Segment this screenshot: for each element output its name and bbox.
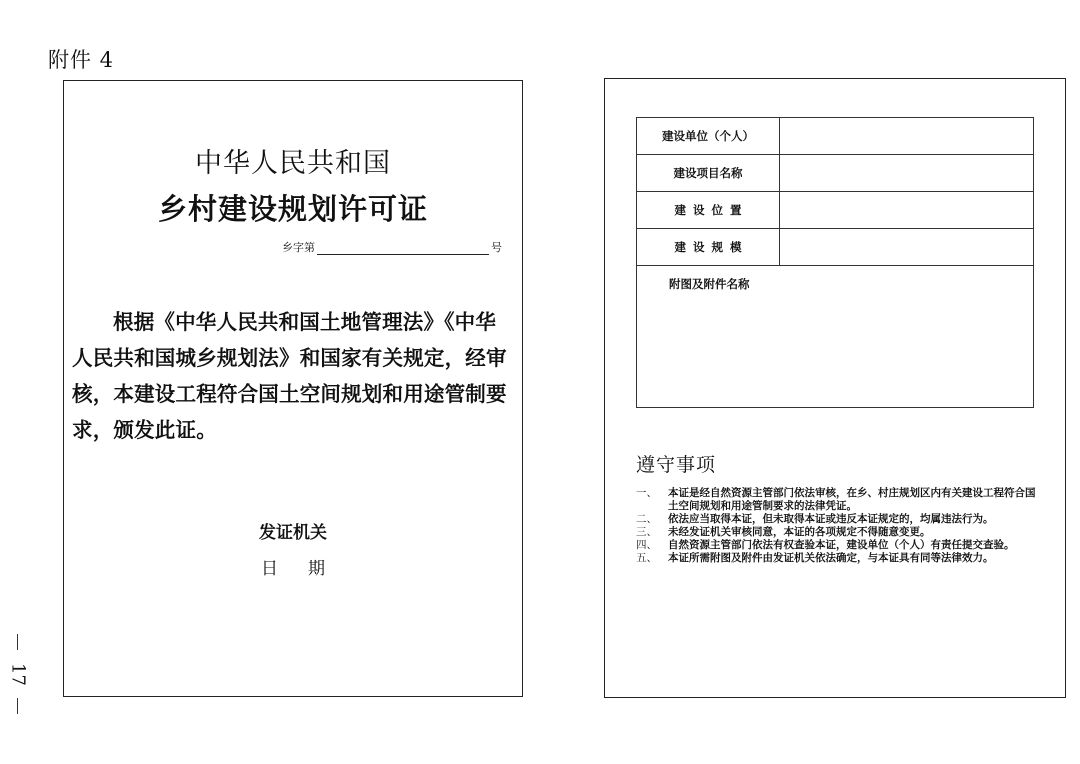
notice-text: 本证所需附图及附件由发证机关依法确定，与本证具有同等法律效力。: [668, 552, 994, 564]
certificate-title: 乡村建设规划许可证: [157, 192, 428, 226]
notice-number: 四、: [636, 539, 657, 551]
page-number-divider-bottom: [17, 698, 18, 714]
notice-number: 一、: [636, 487, 657, 499]
project-info-table: [636, 117, 1034, 408]
notice-text: 未经发证机关审核同意，本证的各项规定不得随意变更。: [668, 526, 931, 538]
table-label-scale: 建设规模: [637, 229, 780, 266]
table-row: [637, 266, 1034, 408]
table-value-applicant: [780, 118, 1034, 155]
list-item: [636, 539, 1036, 552]
number-blank: [317, 242, 489, 255]
list-item: [636, 487, 1036, 513]
attachments-label: 附图及附件名称: [637, 266, 1034, 408]
certificate-body-text: 根据《中华人民共和国土地管理法》《中华人民共和国城乡规划法》和国家有关规定，经审核，本建设工程符合国土空间规划和用途管制要求，颁发此证。: [72, 310, 507, 442]
table-row: [637, 192, 1034, 229]
list-item: [636, 526, 1036, 539]
list-item: [636, 513, 1036, 526]
country-name: 中华人民共和国: [195, 148, 391, 179]
issuing-authority-label: 发证机关: [259, 523, 327, 543]
table-value-project-name: [780, 155, 1034, 192]
notice-number: 二、: [636, 513, 657, 525]
attachment-label: 附件 4: [48, 48, 115, 72]
number-suffix: 号: [491, 241, 502, 254]
table-label-location: 建设位置: [637, 192, 780, 229]
notice-text: 自然资源主管部门依法有权查验本证，建设单位（个人）有责任提交查验。: [668, 539, 1015, 551]
notice-title: 遵守事项: [636, 454, 717, 476]
table-value-scale: [780, 229, 1034, 266]
list-item: [636, 552, 1036, 565]
table-row: [637, 118, 1034, 155]
page-number-divider-top: [17, 634, 18, 650]
table-row: [637, 155, 1034, 192]
certificate-number-line: [282, 239, 502, 255]
issue-date-label: 日期: [261, 559, 355, 579]
page-number-text: 17: [7, 663, 29, 686]
notice-text: 本证是经自然资源主管部门依法审核，在乡、村庄规划区内有关建设工程符合国土空间规划和用途管制要求的法律凭证。: [668, 487, 1036, 512]
notice-text: 依法应当取得本证，但未取得本证或违反本证规定的，均属违法行为。: [668, 513, 994, 525]
notice-number: 五、: [636, 552, 657, 564]
number-prefix: 乡字第: [282, 241, 315, 254]
table-row: [637, 229, 1034, 266]
page-number: [6, 634, 30, 714]
certificate-detail-page: [604, 78, 1066, 698]
table-label-project-name: 建设项目名称: [637, 155, 780, 192]
notice-list: [636, 487, 1036, 565]
certificate-front-page: [63, 80, 523, 697]
notice-number: 三、: [636, 526, 657, 538]
table-value-location: [780, 192, 1034, 229]
table-label-applicant: 建设单位（个人）: [637, 118, 780, 155]
